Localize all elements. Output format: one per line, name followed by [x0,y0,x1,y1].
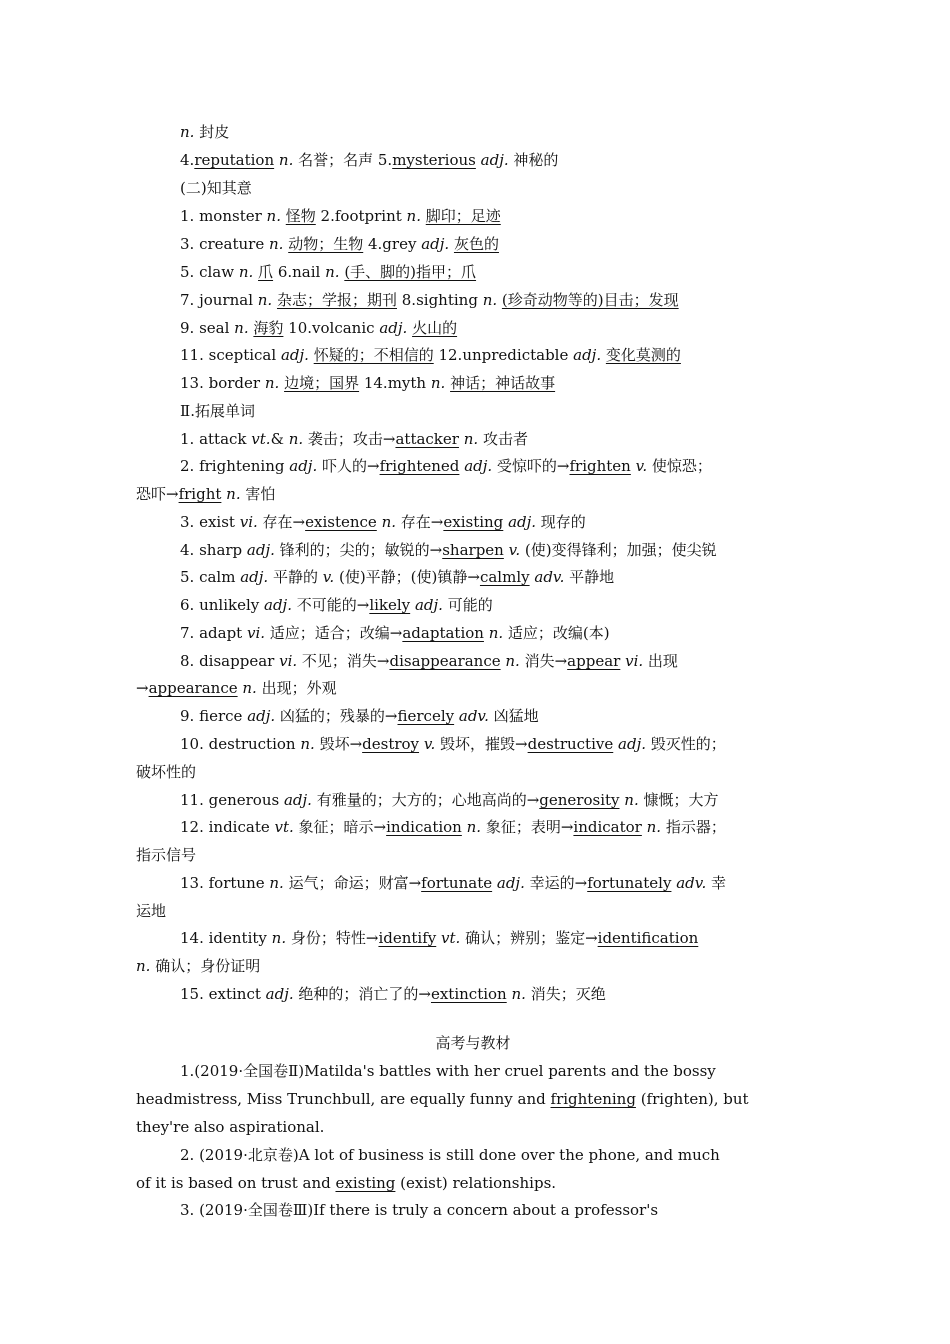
part-of-speech: n. [488,624,504,642]
part-of-speech: vi. [625,652,644,670]
answer-blank: 变化莫测的 [605,346,681,364]
text-span: 绝种的；消亡了的→ [293,985,431,1003]
part-of-speech: adj. [573,346,602,364]
text-span: 可能的 [442,596,493,614]
part-of-speech: n. [646,818,662,836]
text-line [136,674,810,702]
answer-blank: appear [567,652,621,670]
text-line [136,1141,810,1169]
answer-blank: 爪 [258,263,274,281]
part-of-speech: adj. [618,735,646,753]
text-span: 出现；外观 [256,679,337,697]
part-of-speech: adj. [247,707,276,725]
answer-blank: attacker [395,430,459,448]
text-line [136,480,810,508]
answer-blank: 火山的 [412,319,458,337]
text-span: 存在→ [257,513,306,531]
part-of-speech: n. [381,513,397,531]
text-span: 破坏性的 [136,763,197,781]
text-line [136,286,810,314]
text-span: (exist) relationships. [395,1174,557,1192]
answer-blank: 怀疑的；不相信的 [313,346,434,364]
text-span: headmistress, Miss Trunchbull, are equally funny and [136,1090,551,1108]
text-line [136,813,810,841]
part-of-speech: vt. [441,929,461,947]
part-of-speech: n. [406,207,421,225]
part-of-speech: vi. [239,513,258,531]
text-line [136,786,810,814]
text-span: 9. fierce [180,707,248,725]
answer-blank: indication [386,818,462,836]
part-of-speech: adj. [265,985,294,1003]
text-span: 3. (2019·全国卷Ⅲ)If there is truly a concern about a professor's [180,1201,659,1219]
answer-blank: likely [369,596,411,614]
text-span: & [270,430,289,448]
part-of-speech: n. [271,929,287,947]
text-line [136,118,810,146]
text-span: 4. sharp [180,541,247,559]
text-span: 指示信号 [136,846,197,864]
text-line [136,841,810,869]
part-of-speech: n. [325,263,340,281]
answer-blank: 边境；国界 [284,374,360,392]
answer-blank: destroy [362,735,420,753]
text-span: 不可能的→ [291,596,370,614]
text-span: 4.grey [363,235,422,253]
text-span: (使)平静；(使)镇静→ [334,568,480,586]
text-line [136,702,810,730]
text-span: 8. disappear [180,652,280,670]
text-span: 存在→ [396,513,444,531]
answer-blank: 脚印；足迹 [425,207,501,225]
text-span: 现存的 [536,513,586,531]
part-of-speech: v. [635,457,648,475]
text-span: 6.nail [273,263,326,281]
part-of-speech: n. [234,319,249,337]
text-line [136,758,810,786]
text-span: 13. fortune [180,874,270,892]
part-of-speech: vt. [251,430,271,448]
answer-blank: fright [178,485,222,503]
text-line [136,146,810,174]
text-span: 确认；身份证明 [150,957,261,975]
part-of-speech: v. [423,735,436,753]
answer-blank: fortunate [421,874,493,892]
text-span: 13. border [180,374,265,392]
text-span: 有雅量的；大方的；心地高尚的→ [311,791,540,809]
text-span: 8.sighting [397,291,483,309]
part-of-speech: n. [180,123,195,141]
text-line [136,1113,810,1141]
text-line [136,980,810,1008]
part-of-speech: vt. [274,818,294,836]
part-of-speech: adj. [240,568,269,586]
text-span: 不见；消失→ [297,652,390,670]
text-span: 名誉；名声 5. [293,151,393,169]
text-span: 11. sceptical [180,346,281,364]
text-span: → [136,679,149,697]
answer-blank: destructive [527,735,614,753]
text-line [136,619,810,647]
part-of-speech: n. [269,874,284,892]
part-of-speech: adj. [496,874,525,892]
text-span: 攻击者 [478,430,528,448]
part-of-speech: vi. [246,624,266,642]
text-line [136,730,810,758]
part-of-speech: adv. [676,874,707,892]
answer-blank: generosity [539,791,620,809]
text-line [136,1169,810,1197]
answer-blank: identification [597,929,699,947]
text-span: 幸运的→ [524,874,588,892]
text-line [136,897,810,925]
text-span: 1. monster [180,207,267,225]
text-span: 14. identity [180,929,272,947]
text-span: Ⅱ.拓展单词 [180,402,255,420]
text-span: 使惊恐； [647,457,712,475]
part-of-speech: n. [466,818,482,836]
text-line [136,314,810,342]
text-line [136,425,810,453]
part-of-speech: n. [624,791,639,809]
answer-blank: 灰色的 [453,235,499,253]
text-span: 身份；特性→ [286,929,379,947]
text-span: 慷慨；大方 [638,791,719,809]
part-of-speech: v. [508,541,521,559]
section-heading [136,1029,810,1057]
text-line [136,1085,810,1113]
text-line [136,924,810,952]
text-line [136,452,810,480]
answer-blank: (手、脚的)指甲；爪 [344,263,477,281]
text-span: 10. destruction [180,735,301,753]
answer-blank: indicator [573,818,642,836]
text-span: 15. extinct [180,985,266,1003]
answer-blank: 怪物 [285,207,316,225]
text-line [136,952,810,980]
text-line [136,591,810,619]
text-span: 2.footprint [315,207,407,225]
text-span: 2. (2019·北京卷)A lot of business is still done over the phone, and much [180,1146,720,1164]
text-line [136,508,810,536]
part-of-speech: adj. [464,457,493,475]
answer-blank: calmly [479,568,530,586]
part-of-speech: adj. [508,513,537,531]
text-span: 适应；适合；改编→ [265,624,403,642]
part-of-speech: n. [300,735,315,753]
part-of-speech: n. [264,374,280,392]
text-span: (使)变得锋利；加强；使尖锐 [520,541,717,559]
text-span: 幸 [706,874,727,892]
text-span: 指示器； [661,818,726,836]
answer-blank: existence [305,513,377,531]
answer-blank: sharpen [442,541,504,559]
text-span: 1.(2019·全国卷Ⅱ)Matilda's battles with her cruel parents and the bossy [180,1062,716,1080]
text-span: 5. claw [180,263,239,281]
part-of-speech: adj. [480,151,509,169]
part-of-speech: n. [278,151,294,169]
text-line [136,563,810,591]
text-span: 神秘的 [508,151,559,169]
part-of-speech: vi. [279,652,298,670]
part-of-speech: n. [511,985,526,1003]
text-span: 3. exist [180,513,240,531]
answer-blank: appearance [148,679,238,697]
part-of-speech: n. [238,263,254,281]
text-line [136,536,810,564]
text-line [136,369,810,397]
text-span: 3. creature [180,235,269,253]
answer-blank: 杂志；学报；期刊 [276,291,397,309]
part-of-speech: n. [268,235,284,253]
text-span: 受惊吓的→ [492,457,570,475]
text-span: 5. calm [180,568,241,586]
answer-blank: existing [443,513,504,531]
text-line [136,647,810,675]
part-of-speech: n. [226,485,241,503]
text-span: 运地 [136,902,167,920]
part-of-speech: n. [242,679,257,697]
text-span: 1. attack [180,430,252,448]
answer-blank: existing [335,1174,396,1192]
text-span: 平静地 [564,568,615,586]
part-of-speech: n. [505,652,520,670]
text-span: they're also aspirational. [136,1118,325,1136]
text-span: 9. seal [180,319,235,337]
part-of-speech: adv. [458,707,489,725]
part-of-speech: n. [482,291,498,309]
text-span: (二)知其意 [180,179,252,197]
text-line [136,202,810,230]
text-span: 象征；暗示→ [293,818,387,836]
part-of-speech: n. [430,374,446,392]
text-line [136,397,810,425]
part-of-speech: adj. [246,541,275,559]
answer-blank: reputation [194,151,275,169]
answer-blank: frightening [550,1090,636,1108]
text-span: 适应；改编(本) [503,624,610,642]
part-of-speech: adj. [264,596,292,614]
part-of-speech: n. [136,957,151,975]
text-span: 消失；灭绝 [525,985,606,1003]
text-span: 7. adapt [180,624,247,642]
answer-blank: identify [378,929,437,947]
text-line [136,341,810,369]
text-span: 凶猛的；残暴的→ [275,707,398,725]
part-of-speech: n. [266,207,281,225]
answer-blank: 神话；神话故事 [450,374,556,392]
text-span: 确认；辨别；鉴定→ [460,929,598,947]
text-span: 4. [180,151,195,169]
text-span: 10.volcanic [283,319,380,337]
part-of-speech: adj. [379,319,408,337]
text-span: 吓人的→ [317,457,380,475]
answer-blank: adaptation [402,624,484,642]
text-span: 封皮 [194,123,230,141]
text-span: 12. indicate [180,818,275,836]
part-of-speech: n. [288,430,304,448]
text-span: 高考与教材 [435,1034,511,1052]
answer-blank: mysterious [392,151,476,169]
part-of-speech: n. [257,291,273,309]
text-line [136,1057,810,1085]
answer-blank: fortunately [587,874,672,892]
answer-blank: disappearance [389,652,501,670]
part-of-speech: n. [463,430,479,448]
text-span: 出现 [643,652,678,670]
text-line [136,258,810,286]
answer-blank: frighten [569,457,631,475]
text-span: 6. unlikely [180,596,265,614]
part-of-speech: adj. [280,346,309,364]
part-of-speech: adj. [421,235,450,253]
part-of-speech: adv. [534,568,565,586]
answer-blank: extinction [430,985,507,1003]
text-span: 消失→ [519,652,568,670]
text-span: 恐吓→ [136,485,179,503]
text-line [136,174,810,202]
text-line [136,230,810,258]
text-span: 袭击；攻击→ [303,430,396,448]
text-span: 毁坏→ [314,735,363,753]
text-span: 11. generous [180,791,284,809]
text-span: 毁坏，摧毁→ [435,735,528,753]
part-of-speech: v. [322,568,335,586]
text-span: 2. frightening [180,457,290,475]
part-of-speech: adj. [289,457,318,475]
text-span: 12.unpredictable [433,346,574,364]
text-span: of it is based on trust and [136,1174,336,1192]
part-of-speech: adj. [283,791,312,809]
answer-blank: frightened [379,457,460,475]
text-span: 害怕 [240,485,276,503]
text-span: 锋利的；尖的；敏锐的→ [274,541,443,559]
part-of-speech: adj. [414,596,443,614]
text-span: 运气；命运；财富→ [283,874,422,892]
text-span: 凶猛地 [488,707,539,725]
text-line [136,869,810,897]
answer-blank: fiercely [397,707,455,725]
text-span: 毁灭性的； [646,735,726,753]
text-span: 平静的 [268,568,323,586]
answer-blank: (珍奇动物等的)目击；发现 [501,291,679,309]
text-line [136,1196,810,1224]
answer-blank: 海豹 [253,319,284,337]
text-span: 7. journal [180,291,258,309]
text-span: 象征；表明→ [481,818,574,836]
answer-blank: 动物；生物 [288,235,364,253]
text-span: 14.myth [359,374,431,392]
text-span: (frighten), but [635,1090,749,1108]
